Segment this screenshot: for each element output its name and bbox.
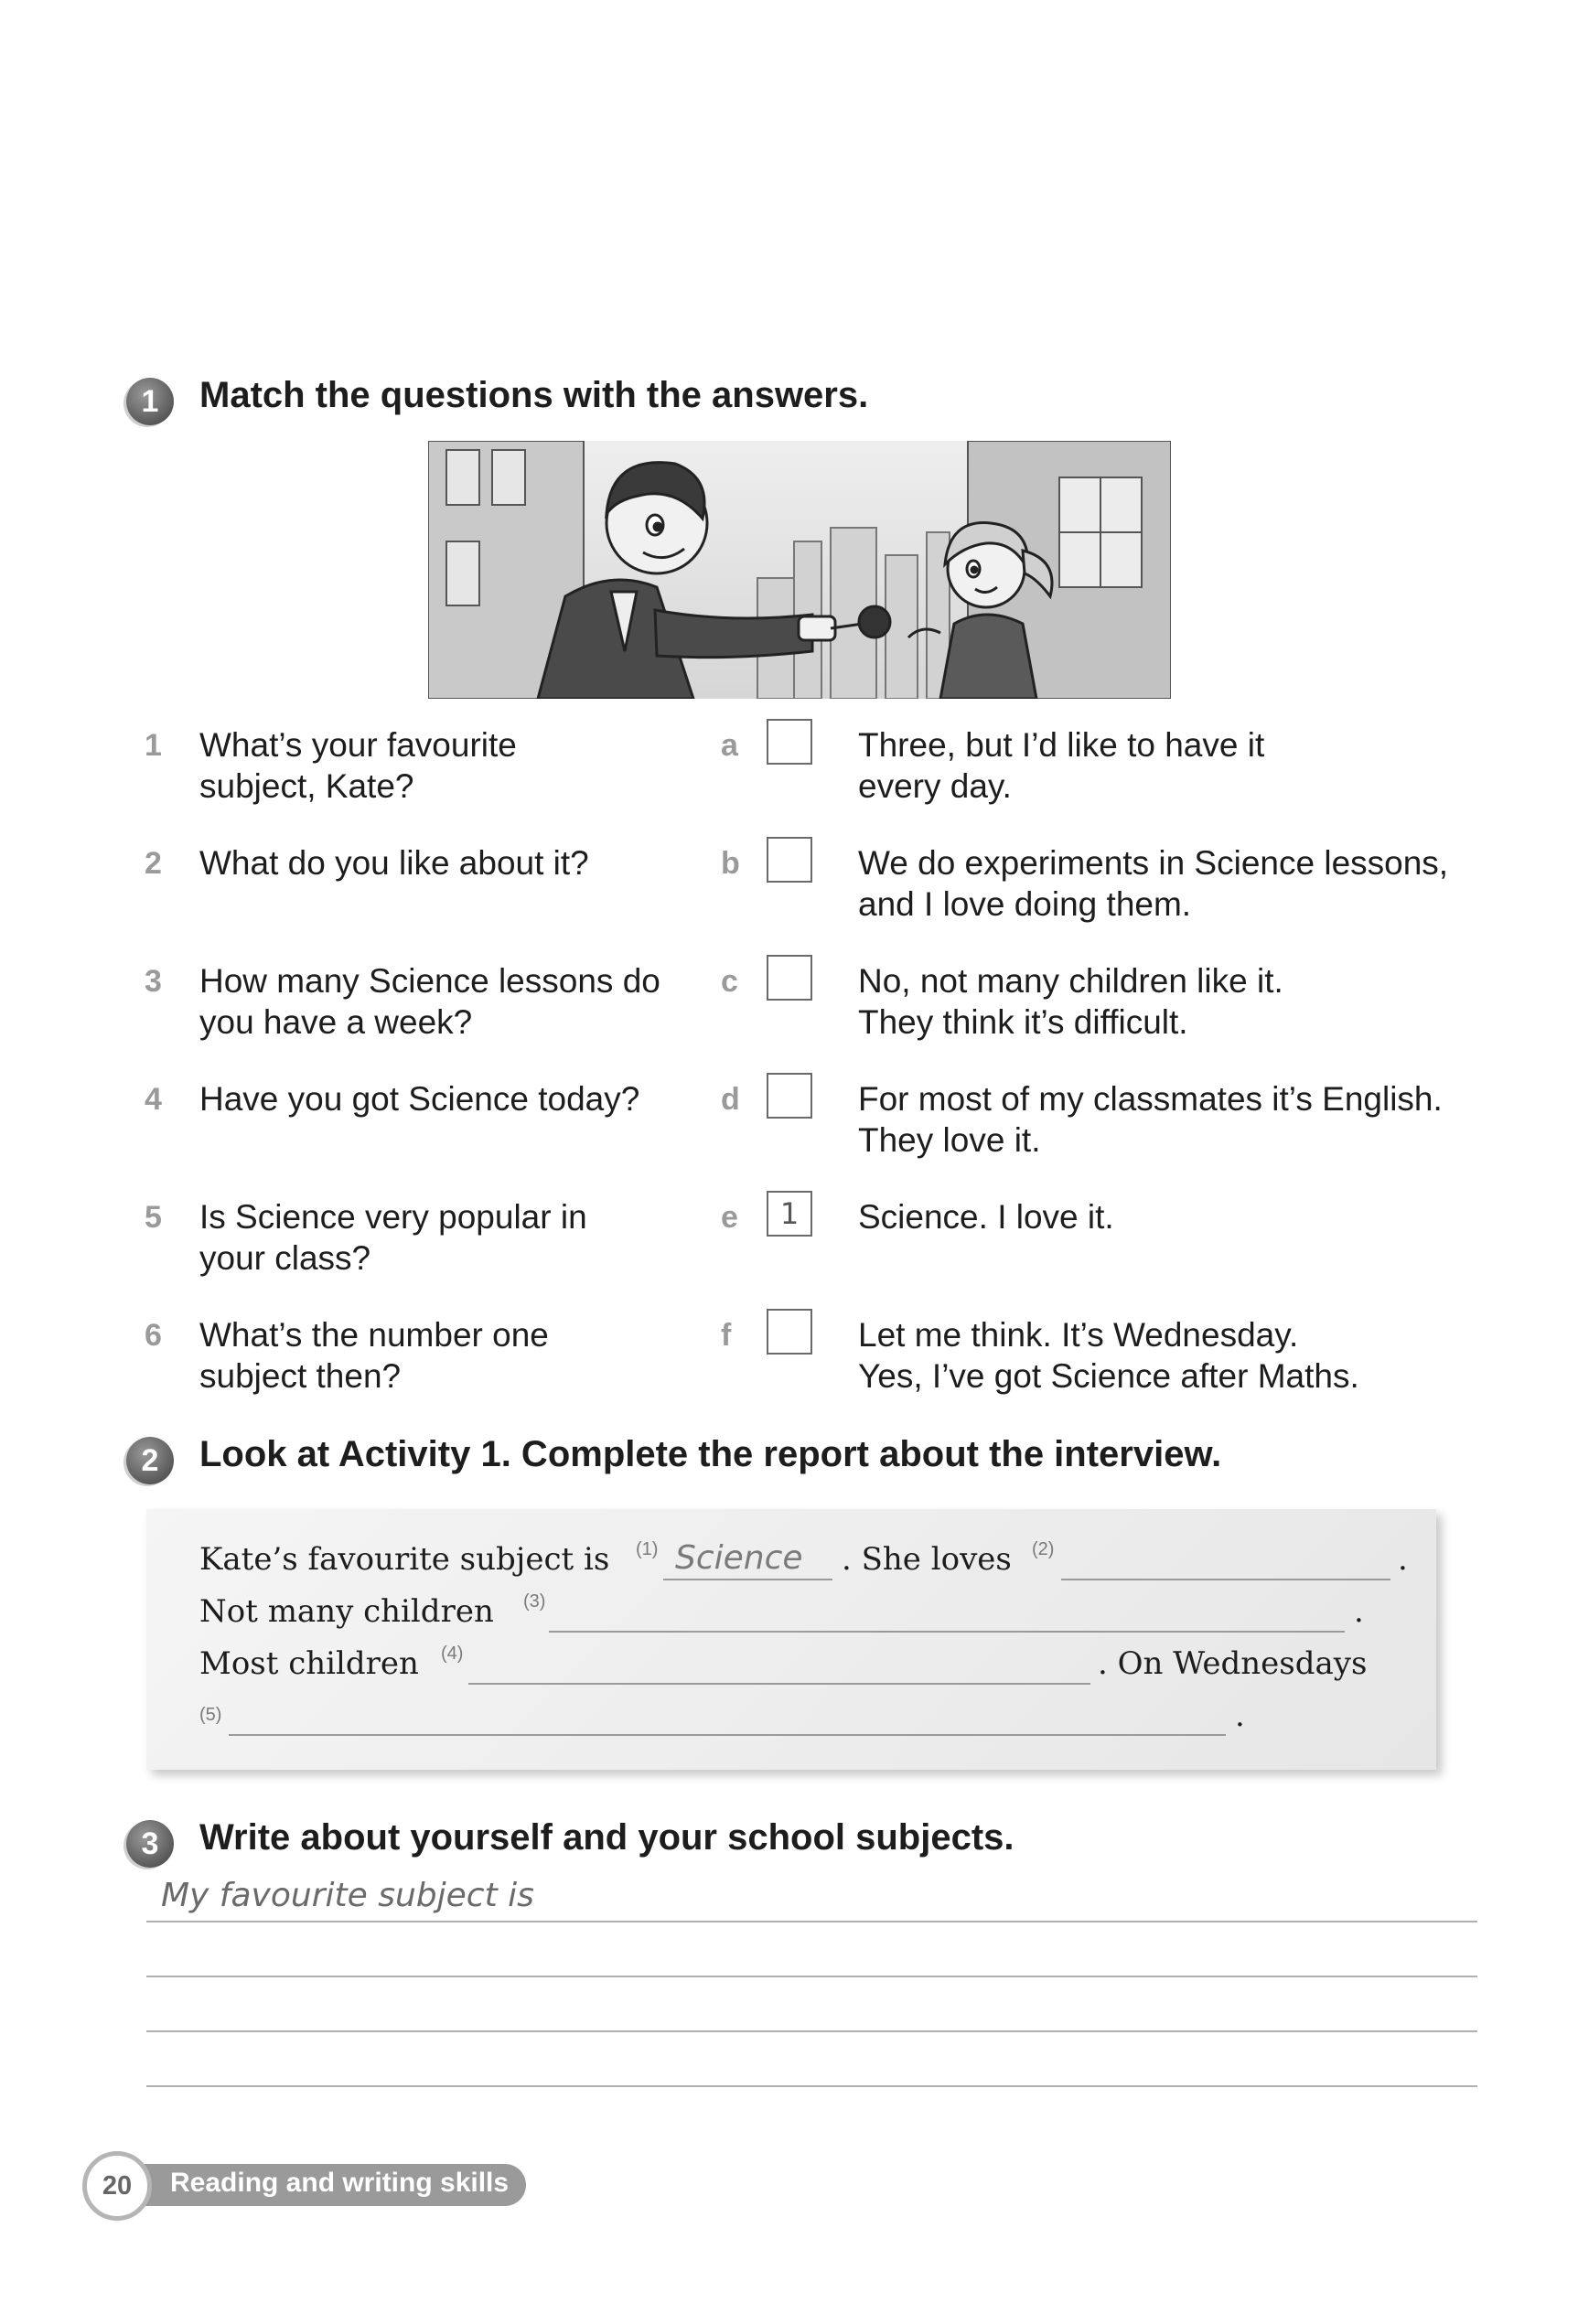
activity-3-number: 3 [126, 1820, 174, 1868]
gap-answer: Science [675, 1539, 803, 1577]
report-text: Most children [199, 1645, 419, 1682]
answer-box[interactable] [767, 955, 812, 1001]
answer-box[interactable]: 1 [767, 1191, 812, 1237]
answer-letter: c [721, 964, 738, 999]
answer-letter: a [721, 728, 738, 763]
report-box [146, 1509, 1436, 1770]
report-text: Not many children [199, 1593, 494, 1630]
answer-text: No, not many children like it. They think it’s difficult. [858, 962, 1283, 1041]
gap-line[interactable] [549, 1631, 1345, 1633]
question-number: 6 [145, 1318, 162, 1353]
page-number: 20 [82, 2151, 152, 2221]
question-text: Is Science very popular in your class? [199, 1198, 587, 1277]
answer-box[interactable] [767, 1073, 812, 1119]
gap-number: (4) [441, 1644, 464, 1664]
interview-illustration [428, 441, 1171, 699]
answer-box[interactable] [767, 837, 812, 883]
question-number: 4 [145, 1082, 162, 1117]
gap-number: (2) [1032, 1539, 1055, 1559]
answer-text: Let me think. It’s Wednesday. Yes, I’ve got Science after Maths. [858, 1316, 1359, 1395]
writing-line[interactable] [146, 1976, 1477, 1977]
writing-line[interactable] [146, 1921, 1477, 1922]
activity-1-title: Match the questions with the answers. [199, 375, 869, 415]
question-text: What’s your favourite subject, Kate? [199, 726, 517, 805]
gap-number: (3) [523, 1591, 546, 1612]
answer-text: We do experiments in Science lessons, and I love doing them. [858, 844, 1449, 923]
activity-1-number: 1 [126, 378, 174, 425]
answer-letter: b [721, 846, 740, 881]
answer-text: Three, but I’d like to have it every day. [858, 726, 1265, 805]
activity-3-title: Write about yourself and your school subjects. [199, 1817, 1014, 1858]
report-text: . She loves [842, 1541, 1012, 1578]
gap-line[interactable] [229, 1734, 1226, 1736]
report-text: Kate’s favourite subject is [199, 1541, 610, 1578]
answer-letter: e [721, 1200, 738, 1235]
answer-box[interactable] [767, 719, 812, 765]
question-number: 1 [145, 728, 162, 763]
footer-section-label: Reading and writing skills [170, 2168, 510, 2198]
gap-line[interactable] [1061, 1579, 1390, 1580]
answer-letter: d [721, 1082, 740, 1117]
report-text: . [1398, 1541, 1408, 1578]
activity-2-number: 2 [126, 1437, 174, 1484]
answer-box[interactable] [767, 1309, 812, 1355]
answer-text: For most of my classmates it’s English. They love it. [858, 1080, 1443, 1159]
question-number: 3 [145, 964, 162, 999]
activity-2-title: Look at Activity 1. Complete the report about the interview. [199, 1434, 1222, 1474]
question-text: Have you got Science today? [199, 1080, 640, 1118]
report-text: . [1354, 1593, 1364, 1630]
answer-text: Science. I love it. [858, 1198, 1114, 1236]
report-text: . [1235, 1697, 1245, 1734]
gap-line[interactable] [468, 1683, 1090, 1685]
question-number: 5 [145, 1200, 162, 1235]
report-text: . On Wednesdays [1098, 1645, 1368, 1682]
question-number: 2 [145, 846, 162, 881]
writing-line[interactable] [146, 2085, 1477, 2087]
gap-number: (5) [199, 1705, 222, 1725]
gap-number: (1) [636, 1539, 659, 1559]
question-text: What’s the number one subject then? [199, 1316, 549, 1395]
writing-line[interactable] [146, 2030, 1477, 2032]
gap-line[interactable] [663, 1579, 832, 1580]
sentence-starter: My favourite subject is [161, 1877, 534, 1914]
question-text: What do you like about it? [199, 844, 589, 882]
question-text: How many Science lessons do you have a week? [199, 962, 660, 1041]
answer-letter: f [721, 1318, 732, 1353]
